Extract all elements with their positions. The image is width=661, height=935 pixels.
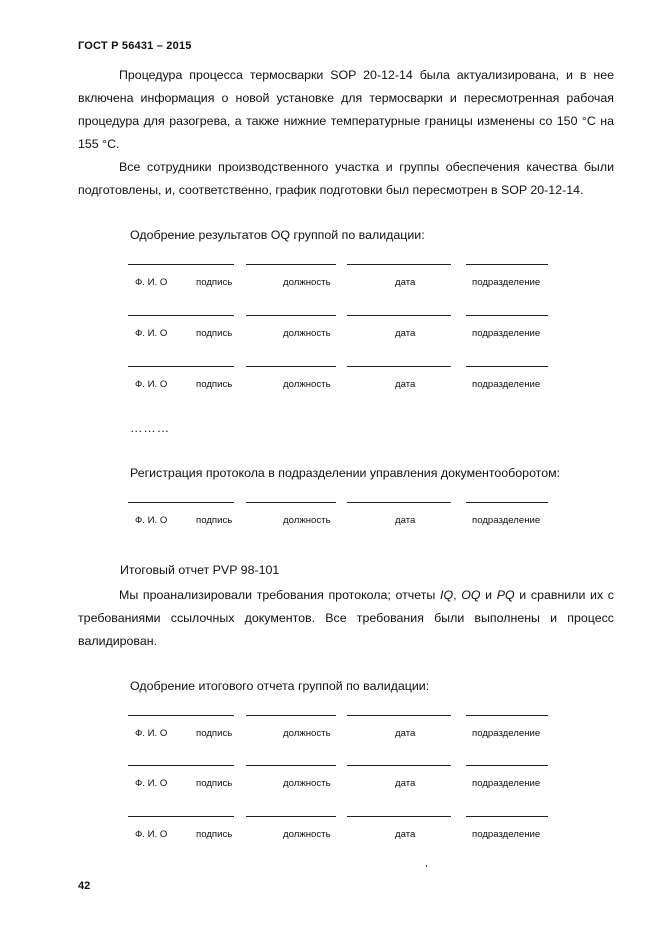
paragraph-training: Все сотрудники производственного участка и группы обеспечения качества были подготовлены, и, соответственно, график подготовки был пересмотрен в SOP 20-12-14. — [78, 160, 614, 197]
signature-line-sign — [246, 715, 336, 716]
signature-line-date — [466, 715, 548, 716]
signature-line-date — [466, 502, 548, 503]
caption-department: подразделение — [472, 379, 541, 390]
caption-position: должность — [283, 277, 331, 288]
caption-fio: Ф. И. О — [135, 829, 168, 840]
caption-fio: Ф. И. О — [135, 277, 168, 288]
caption-department: подразделение — [472, 728, 541, 739]
signature-line-sign — [246, 502, 336, 503]
signature-line-fio — [128, 315, 234, 316]
signature-line-date — [466, 765, 548, 766]
signature-line-fio — [128, 366, 234, 367]
caption-signature: подпись — [196, 379, 233, 390]
caption-position: должность — [283, 379, 331, 390]
caption-date: дата — [395, 778, 416, 789]
caption-position: должность — [283, 328, 331, 339]
caption-fio: Ф. И. О — [135, 515, 168, 526]
signature-line-fio — [128, 264, 234, 265]
registration-label: Регистрация протокола в подразделении управления документооборотом: — [130, 466, 561, 480]
caption-fio: Ф. И. О — [135, 328, 168, 339]
caption-date: дата — [395, 515, 416, 526]
caption-signature: подпись — [196, 728, 233, 739]
signature-line-date — [466, 315, 548, 316]
signature-line-date — [466, 816, 548, 817]
oq-term: OQ — [461, 588, 481, 602]
caption-fio: Ф. И. О — [135, 379, 168, 390]
caption-date: дата — [395, 328, 416, 339]
caption-date: дата — [395, 829, 416, 840]
caption-date: дата — [395, 379, 416, 390]
document-header: ГОСТ Р 56431 – 2015 — [78, 40, 192, 52]
caption-date: дата — [395, 277, 416, 288]
caption-signature: подпись — [196, 829, 233, 840]
final-approval-label: Одобрение итогового отчета группой по валидации: — [130, 679, 430, 693]
caption-department: подразделение — [472, 328, 541, 339]
caption-position: должность — [283, 778, 331, 789]
signature-line-fio — [128, 816, 234, 817]
signature-line-position — [347, 264, 451, 265]
signature-line-sign — [246, 765, 336, 766]
signature-line-sign — [246, 264, 336, 265]
stray-mark: , — [425, 858, 428, 869]
signature-line-position — [347, 715, 451, 716]
final-report-title: Итоговый отчет PVP 98-101 — [120, 563, 280, 577]
oq-approval-label: Одобрение результатов OQ группой по валидации: — [130, 228, 425, 242]
caption-signature: подпись — [196, 277, 233, 288]
caption-position: должность — [283, 515, 331, 526]
caption-signature: подпись — [196, 328, 233, 339]
caption-date: дата — [395, 728, 416, 739]
caption-department: подразделение — [472, 829, 541, 840]
paragraph-heat-sealing: Процедура процесса термосварки SOP 20-12-14 была актуализирована, и в нее включена информация о новой установке для термосварки и пересмотренная рабочая процедура для разогрева, а также нижние температурные границы изменены со 150 °С на 155 °С. — [78, 68, 614, 151]
caption-fio: Ф. И. О — [135, 778, 168, 789]
caption-department: подразделение — [472, 515, 541, 526]
ellipsis: ……… — [130, 421, 171, 435]
signature-line-position — [347, 502, 451, 503]
signature-row — [128, 765, 558, 795]
signature-line-date — [466, 366, 548, 367]
signature-line-sign — [246, 366, 336, 367]
signature-line-sign — [246, 315, 336, 316]
signature-row — [128, 715, 558, 745]
signature-line-position — [347, 366, 451, 367]
caption-department: подразделение — [472, 778, 541, 789]
signature-line-fio — [128, 715, 234, 716]
signature-row — [128, 264, 558, 294]
signature-row — [128, 502, 558, 532]
paragraph-final-report: Мы проанализировали требования протокола; отчеты IQ, OQ и PQ и сравнили их с требованиями ссылочных документов. Все требования были выполнены и процесс валидирован. — [78, 588, 614, 648]
caption-position: должность — [283, 829, 331, 840]
signature-row — [128, 315, 558, 345]
caption-signature: подпись — [196, 778, 233, 789]
iq-term: IQ — [440, 588, 454, 602]
caption-fio: Ф. И. О — [135, 728, 168, 739]
signature-line-position — [347, 816, 451, 817]
caption-department: подразделение — [472, 277, 541, 288]
pq-term: PQ — [496, 588, 515, 602]
signature-line-fio — [128, 765, 234, 766]
signature-row — [128, 366, 558, 396]
signature-line-position — [347, 765, 451, 766]
signature-line-date — [466, 264, 548, 265]
signature-line-fio — [128, 502, 234, 503]
signature-row — [128, 816, 558, 846]
signature-line-sign — [246, 816, 336, 817]
signature-line-position — [347, 315, 451, 316]
caption-position: должность — [283, 728, 331, 739]
page-number: 42 — [78, 880, 91, 892]
caption-signature: подпись — [196, 515, 233, 526]
